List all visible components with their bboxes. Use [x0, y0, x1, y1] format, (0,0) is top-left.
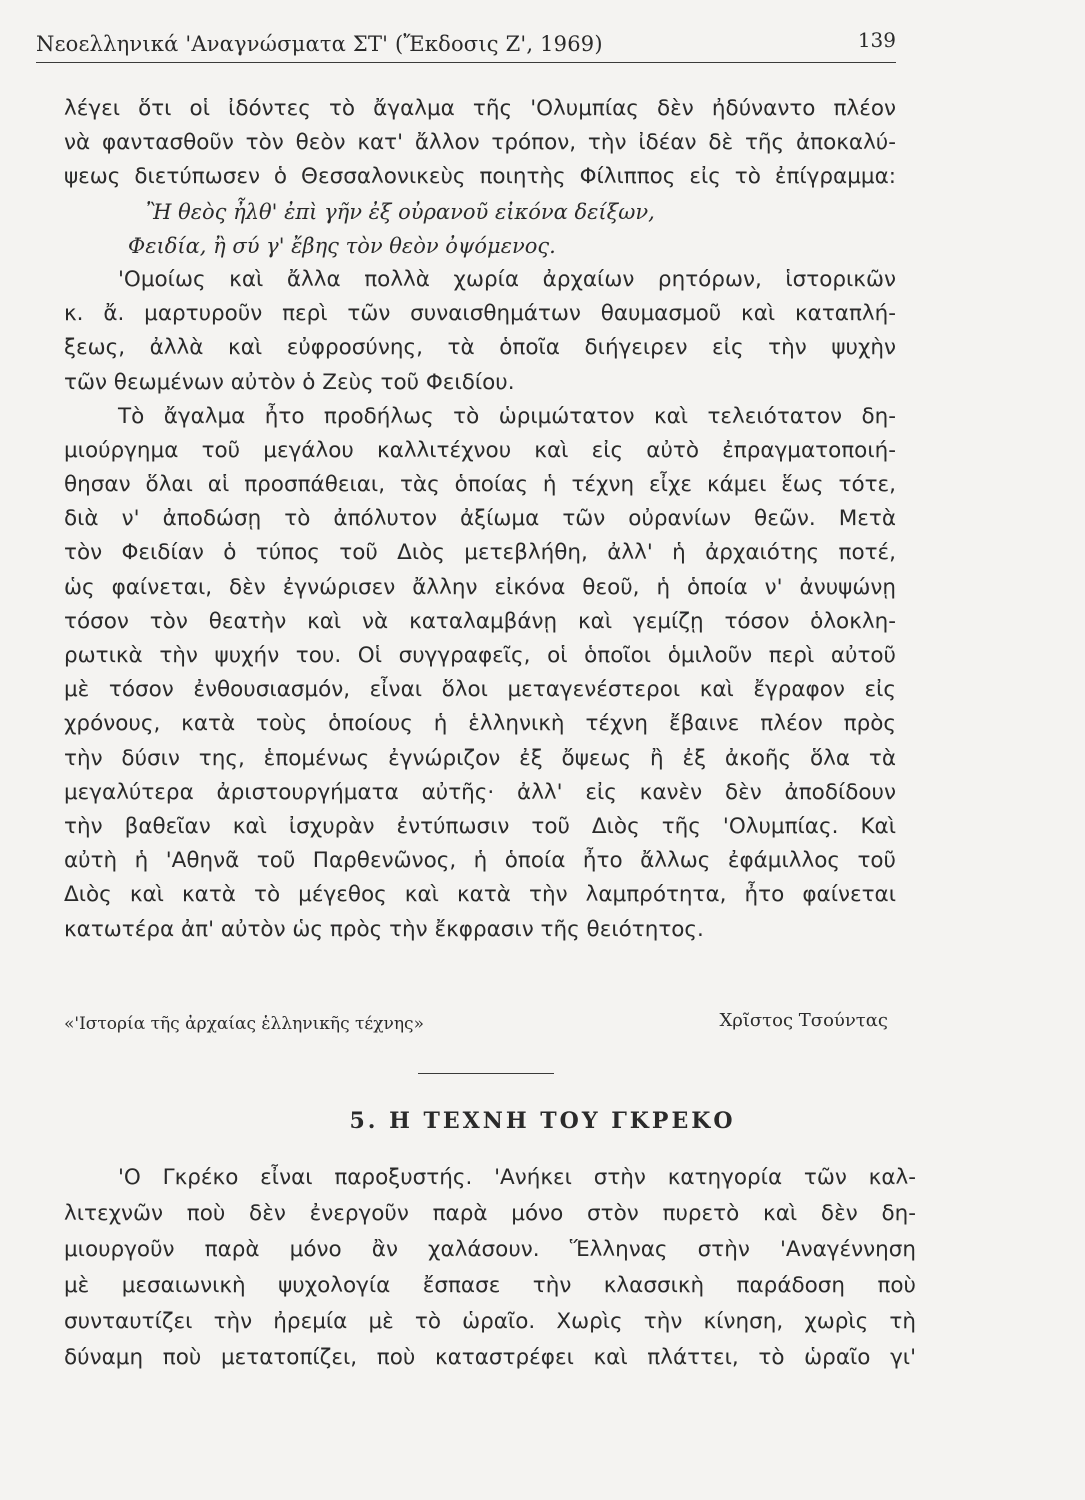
passage-tsountas — [64, 92, 896, 947]
text-line: 'Ομοίως καὶ ἄλλα πολλὰ χωρία ἀρχαίων ρητόρων, ἱστορικῶν — [118, 266, 896, 292]
text-line: τὴν βαθεῖαν καὶ ἰσχυρὰν ἐντύπωσιν τοῦ Διὸς τῆς 'Ολυμπίας. Καὶ — [64, 813, 896, 839]
text-line: Τὸ ἄγαλμα ἦτο προδήλως τὸ ὡριμώτατον καὶ τελειότατον δη- — [118, 403, 896, 429]
text-line: θησαν ὅλαι αἱ προσπάθειαι, τὰς ὁποίας ἡ τέχνη εἶχε κάμει ἕως τότε, — [64, 472, 896, 498]
text-line: χρόνους, κατὰ τοὺς ὁποίους ἡ ἑλληνικὴ τέχνη ἔβαινε πλέον πρὸς — [64, 711, 896, 737]
text-line: κ. ἄ. μαρτυροῦν περὶ τῶν συναισθημάτων θαυμασμοῦ καὶ καταπλή- — [64, 301, 896, 327]
running-title: Νεοελληνικά 'Αναγνώσματα ΣΤ' (Ἔκδοσις Ζ', 1969) — [36, 32, 603, 56]
text-line: κατωτέρα ἀπ' αὐτὸν ὡς πρὸς τὴν ἔκφρασιν τῆς θειότητος. — [64, 916, 704, 942]
text-line: διὰ ν' ἀποδώσῃ τὸ ἀπόλυτον ἀξίωμα τῶν οὐρανίων θεῶν. Μετὰ — [64, 506, 896, 532]
passage-greco — [64, 1160, 916, 1376]
text-line: ψεως διετύπωσεν ὁ Θεσσαλονικεὺς ποιητὴς Φίλιππος εἰς τὸ ἐπίγραμμα: — [64, 164, 896, 190]
text-line: μιουργοῦν παρὰ μόνο ἂν χαλάσουν. Ἕλληνας στὴν 'Αναγέννηση — [64, 1237, 916, 1262]
text-line: τὸν Φειδίαν ὁ τύπος τοῦ Διὸς μετεβλήθη, ἀλλ' ἡ ἀρχαιότης ποτέ, — [64, 540, 896, 566]
text-line: ξεως, ἀλλὰ καὶ εὐφροσύνης, τὰ ὁποῖα διήγειρεν εἰς τὴν ψυχὴν — [64, 335, 896, 361]
source-title: «'Ιστορία τῆς ἀρχαίας ἑλληνικῆς τέχνης» — [64, 1014, 424, 1034]
section-divider — [418, 1073, 554, 1074]
page-number: 139 — [857, 28, 896, 52]
text-line: ὡς φαίνεται, δὲν ἐγνώρισεν ἄλλην εἰκόνα θεοῦ, ἡ ὁποία ν' ἀνυψώνῃ — [64, 574, 896, 600]
attribution — [64, 1010, 896, 1044]
text-line: μὲ μεσαιωνικὴ ψυχολογία ἔσπασε τὴν κλασσικὴ παράδοση ποὺ — [64, 1273, 916, 1298]
text-line: ρωτικὰ τὴν ψυχήν του. Οἱ συγγραφεῖς, οἱ ὁποῖοι ὁμιλοῦν περὶ αὐτοῦ — [64, 643, 896, 668]
epigram-verse: Φειδία, ἢ σύ γ' ἔβης τὸν θεὸν ὀψόμενος. — [128, 233, 556, 258]
section-heading: 5. Η ΤΕΧΝΗ ΤΟΥ ΓΚΡΕΚΟ — [349, 1108, 736, 1134]
text-line: νὰ φαντασθοῦν τὸν θεὸν κατ' ἄλλον τρόπον, τὴν ἰδέαν δὲ τῆς ἀποκαλύ- — [64, 130, 896, 156]
epigram-verse: Ἢ θεὸς ἦλθ' ἐπὶ γῆν ἐξ οὐρανοῦ εἰκόνα δείξων, — [146, 199, 655, 224]
text-line: συνταυτίζει τὴν ἠρεμία μὲ τὸ ὡραῖο. Χωρὶς τὴν κίνηση, χωρὶς τὴ — [64, 1309, 916, 1334]
text-line: αὐτὴ ἡ 'Αθηνᾶ τοῦ Παρθενῶνος, ἡ ὁποία ἦτο ἄλλως ἐφάμιλλος τοῦ — [64, 848, 896, 874]
text-line: τὴν δύσιν της, ἑπομένως ἐγνώριζον ἐξ ὄψεως ἢ ἐξ ἀκοῆς ὅλα τὰ — [64, 745, 896, 771]
text-line: λέγει ὅτι οἱ ἰδόντες τὸ ἄγαλμα τῆς 'Ολυμπίας δὲν ἠδύναντο πλέον — [64, 96, 896, 121]
text-line: τόσον τὸν θεατὴν καὶ νὰ καταλαμβάνῃ καὶ γεμίζῃ τόσον ὁλοκλη- — [64, 608, 896, 634]
text-line: μιούργημα τοῦ μεγάλου καλλιτέχνου καὶ εἰς αὐτὸ ἐπραγματοποιή- — [64, 437, 896, 463]
text-line: τῶν θεωμένων αὐτὸν ὁ Ζεὺς τοῦ Φειδίου. — [64, 369, 515, 395]
text-line: Διὸς καὶ κατὰ τὸ μέγεθος καὶ κατὰ τὴν λαμπρότητα, ἦτο φαίνεται — [64, 882, 896, 908]
text-line: λιτεχνῶν ποὺ δὲν ἐνεργοῦν παρὰ μόνο στὸν πυρετὸ καὶ δὲν δη- — [64, 1201, 916, 1226]
text-line: δύναμη ποὺ μετατοπίζει, ποὺ καταστρέφει καὶ πλάττει, τὸ ὡραῖο γι' — [64, 1345, 916, 1370]
running-header — [36, 22, 896, 63]
text-line: μεγαλύτερα ἀριστουργήματα αὐτῆς· ἀλλ' εἰς κανὲν δὲν ἀποδίδουν — [64, 779, 896, 805]
text-line: 'Ο Γκρέκο εἶναι παροξυστής. 'Ανήκει στὴν κατηγορία τῶν καλ- — [118, 1165, 916, 1190]
author-name: Χρῖστος Τσούντας — [719, 1010, 888, 1031]
text-line: μὲ τόσον ἐνθουσιασμόν, εἶναι ὅλοι μεταγενέστεροι καὶ ἔγραφον εἰς — [64, 677, 896, 703]
